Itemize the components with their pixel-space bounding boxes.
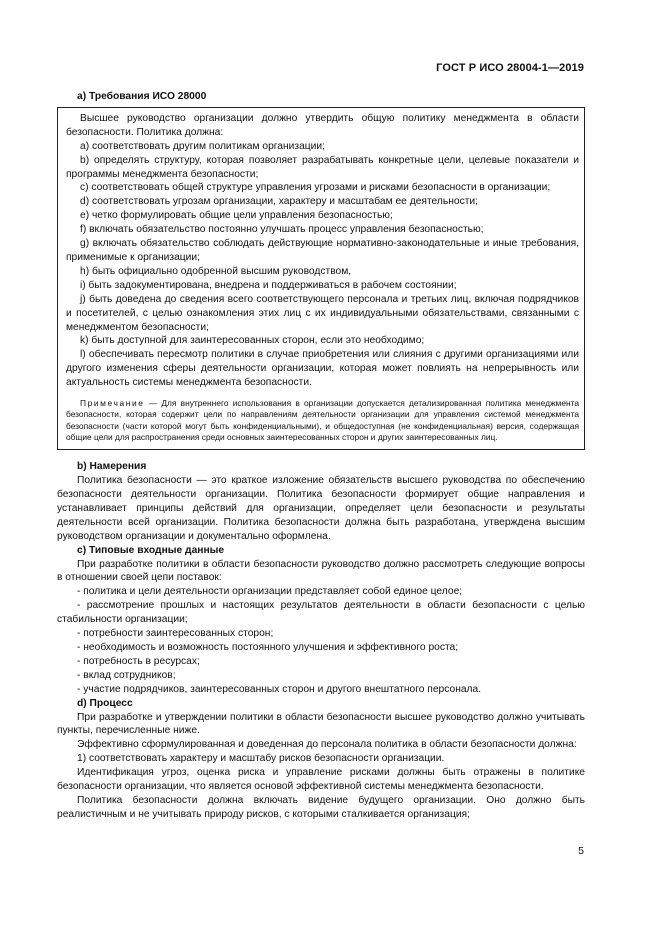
section-d-paragraph: Политика безопасности должна включать видение будущего организации. Оно должно быть реалистичным и не учитывать природу рисков, с которыми сталкивается организация; (57, 794, 585, 820)
requirement-item: e) четко формулировать общие цели управления безопасностью; (80, 210, 393, 222)
requirement-item: i) быть задокументирована, внедрена и поддерживаться в рабочем состоянии; (80, 279, 457, 291)
section-d-paragraph: При разработке и утверждении политики в области безопасности высшее руководство должно учитывать пункты, перечисленные ниже. (57, 711, 585, 737)
section-c-title: c) Типовые входные данные (77, 544, 225, 556)
section-d-paragraph: 1) соответствовать характеру и масштабу рисков безопасности организации. (77, 753, 445, 765)
section-b-title: b) Намерения (77, 461, 147, 473)
section-d-paragraph: Идентификация угроз, оценка риска и управление рисками должны быть отражены в политике безопасности организации, что является основой эффективной системы менеджмента безопасности. (57, 767, 585, 793)
note (66, 398, 579, 443)
note-text: — Для внутреннего использования в организации допускается детализированная политика менеджмента безопасности, которая содержит цели по направлениям деятельности организации для управления системой менеджмента безопасности (части которой могут быть конфиденциальными), и общедоступная (не конфиденциальная) версия, содержащая общие цели для распространения среди основных заинтересованных сторон и других заинтересованных лиц. (66, 398, 579, 442)
list-item: - участие подрядчиков, заинтересованных сторон и другого внештатного персонала. (77, 683, 482, 695)
note-label: Примечание (80, 398, 145, 409)
requirement-item: f) включать обязательство постоянно улучшать процесс управления безопасностью; (80, 224, 484, 236)
section-d-paragraph: Эффективно сформулированная и доведенная до персонала политика в области безопасности должна: (77, 739, 577, 751)
requirement-item: l) обеспечивать пересмотр политики в случае приобретения или слияния с другими организациями или другого изменения сферы деятельности организации, которая может повлиять на непрерывность или актуальность системы менеджмента безопасности. (66, 349, 579, 389)
document-body (57, 460, 585, 822)
requirement-item: k) быть доступной для заинтересованных сторон, если это необходимо; (80, 335, 425, 347)
list-item: - необходимость и возможность постоянного улучшения и эффективного роста; (77, 642, 459, 653)
document-code: ГОСТ Р ИСО 28004-1—2019 (436, 62, 584, 74)
requirement-item: d) соответствовать угрозам организации, характеру и масштабам ее деятельности; (80, 196, 478, 208)
section-c-intro: При разработке политики в области безопасности руководство должно рассмотреть следующие вопросы в отношении своей цепи поставок: (57, 558, 585, 584)
requirement-item: c) соответствовать общей структуре управления угрозами и рисками безопасности в организации; (80, 182, 551, 194)
requirement-item: h) быть официально одобренной высшим руководством, (80, 265, 352, 277)
requirements-intro: Высшее руководство организации должно утвердить общую политику менеджмента в области безопасности. Политика должна: (66, 112, 579, 138)
list-item: - потребность в ресурсах; (77, 655, 200, 667)
requirement-item: g) включать обязательство соблюдать действующие нормативно-законодательные и иные требования, применимые к организации; (66, 238, 579, 263)
page-content (57, 90, 585, 822)
page-number: 5 (578, 845, 584, 857)
section-b-text: Политика безопасности — это краткое изложение обязательств высшего руководства по обеспечению безопасности деятельности организации. Политика безопасности формирует общие направления и устанавливает принципы действий для организации, определяет цели безопасности и результаты деятельности всей организации. Политика безопасности должна быть разработана, утверждена высшим руководством организации и документально оформлена. (57, 475, 585, 542)
list-item: - потребности заинтересованных сторон; (77, 628, 274, 640)
section-d-title: d) Процесс (77, 697, 133, 709)
requirement-item: j) быть доведена до сведения всего соответствующего персонала и третьих лиц, включая подрядчиков и посетителей, с целью ознакомления этих лиц с их индивидуальными обязательствами, связанными с менеджментом безопасности; (66, 293, 579, 333)
requirements-box (57, 107, 585, 450)
requirement-item: а) соответствовать другим политикам организации; (80, 140, 325, 152)
requirement-item: b) определять структуру, которая позволяет разрабатывать конкретные цели, целевые показатели и программы менеджмента безопасности; (66, 154, 579, 180)
list-item: - рассмотрение прошлых и настоящих результатов деятельности в области безопасности с целью стабильности организации; (57, 600, 585, 626)
list-item: - вклад сотрудников; (77, 669, 176, 681)
section-a-title: а) Требования ИСО 28000 (77, 91, 207, 102)
list-item: - политика и цели деятельности организации представляет собой единое целое; (77, 586, 463, 598)
